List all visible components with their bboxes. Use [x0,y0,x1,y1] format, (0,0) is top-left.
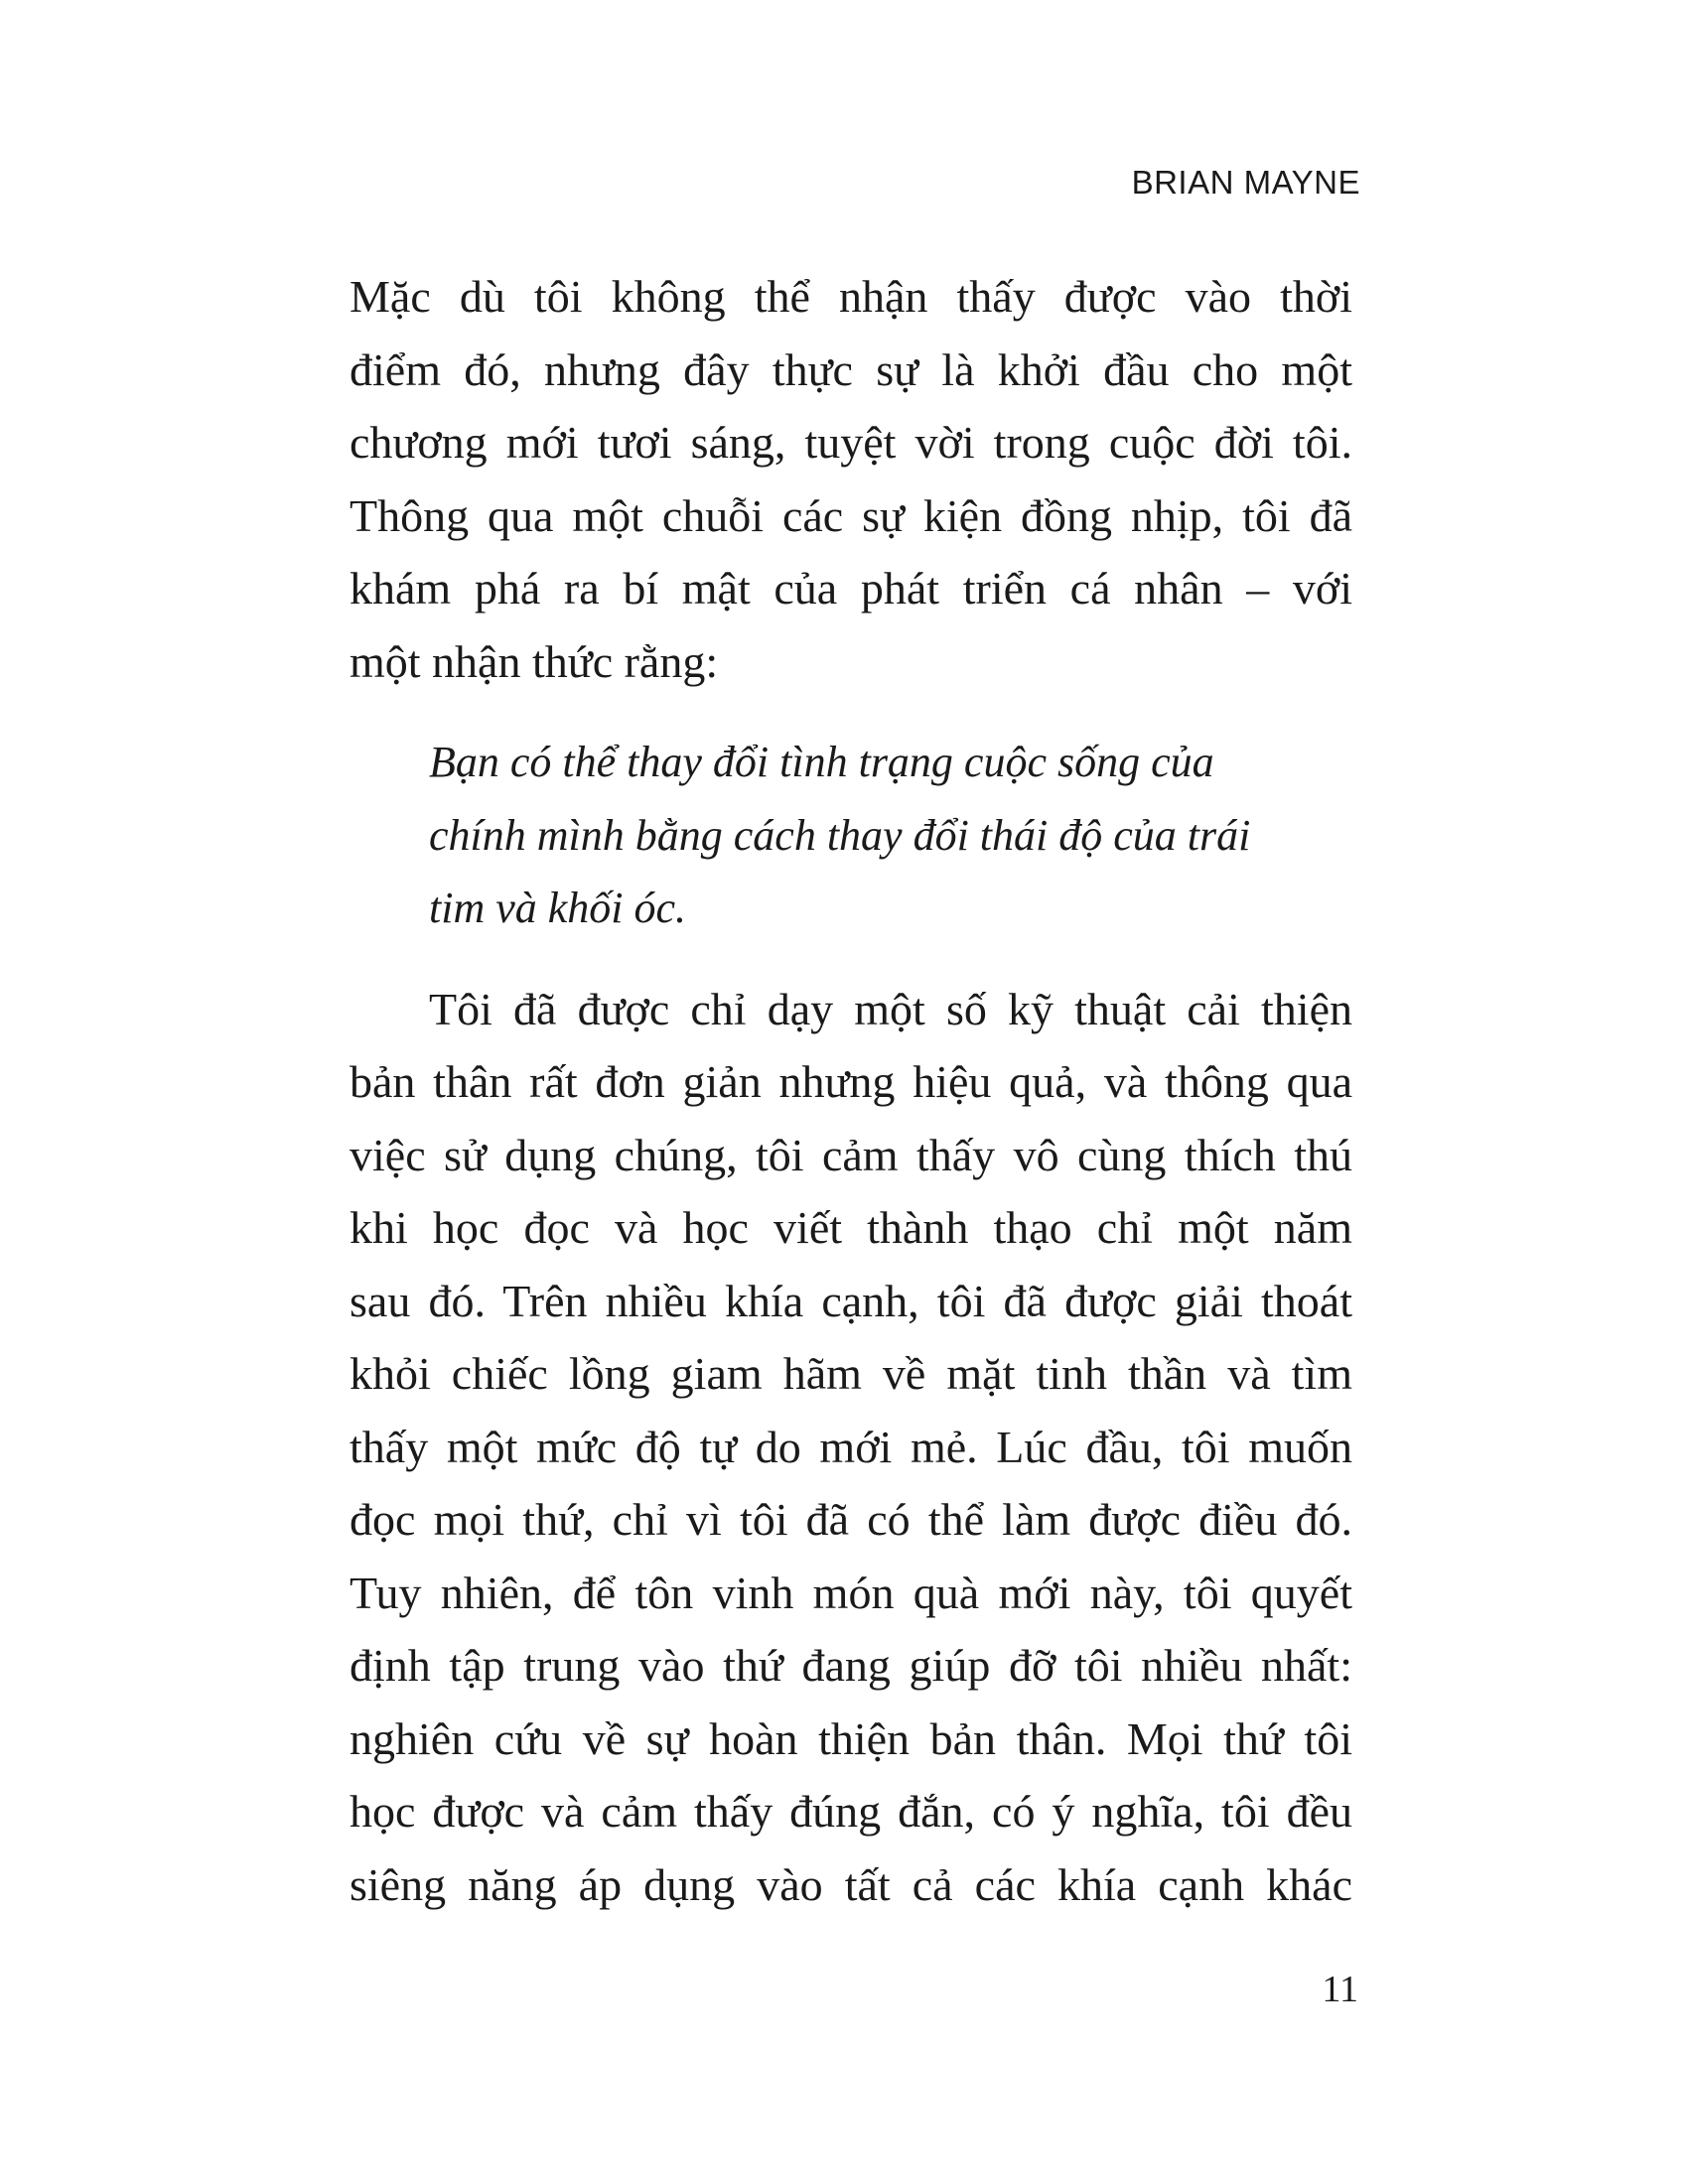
text-line: việc sử dụng chúng, tôi cảm thấy vô cùng thích thú [350,1129,1352,1180]
text-line: định tập trung vào thứ đang giúp đỡ tôi nhiều nhất: [350,1640,1352,1691]
text-line: Tuy nhiên, để tôn vinh món quà mới này, tôi quyết [350,1567,1352,1618]
quote-line: tim và khối óc. [429,884,687,932]
paragraph-main [350,973,1352,1922]
text-line: đọc mọi thứ, chỉ vì tôi đã có thể làm được điều đó. [350,1494,1352,1545]
quote-line: Bạn có thể thay đổi tình trạng cuộc sống của [429,738,1214,786]
page-body [350,260,1352,1921]
text-line: Thông qua một chuỗi các sự kiện đồng nhịp, tôi đã [350,489,1352,541]
text-line: nghiên cứu về sự hoàn thiện bản thân. Mọi thứ tôi [350,1712,1352,1764]
text-line: chương mới tươi sáng, tuyệt vời trong cuộc đời tôi. [350,417,1352,468]
text-line: thấy một mức độ tự do mới mẻ. Lúc đầu, tôi muốn [350,1421,1352,1472]
text-line: khỏi chiếc lồng giam hãm về mặt tinh thần và tìm [350,1348,1352,1399]
page-number: 11 [1322,1969,1358,2010]
block-quote [429,726,1303,945]
text-line: một nhận thức rằng: [350,635,719,687]
text-line: sau đó. Trên nhiều khía cạnh, tôi đã được giải thoát [350,1275,1352,1326]
text-line: khám phá ra bí mật của phát triển cá nhân – với [350,563,1352,614]
text-line: Tôi đã được chỉ dạy một số kỹ thuật cải thiện [429,983,1352,1034]
text-line: siêng năng áp dụng vào tất cả các khía cạnh khác [350,1858,1352,1910]
text-line: Mặc dù tôi không thể nhận thấy được vào thời [350,271,1352,322]
quote-line: chính mình bằng cách thay đổi thái độ của trái [429,810,1251,860]
running-header-author: BRIAN MAYNE [1131,164,1360,201]
text-line: bản thân rất đơn giản nhưng hiệu quả, và thông qua [350,1056,1352,1107]
text-line: điểm đó, nhưng đây thực sự là khởi đầu cho một [350,343,1352,395]
text-line: khi học đọc và học viết thành thạo chỉ một năm [350,1202,1352,1253]
text-line: học được và cảm thấy đúng đắn, có ý nghĩa, tôi đều [350,1786,1352,1837]
paragraph-intro [350,260,1352,698]
